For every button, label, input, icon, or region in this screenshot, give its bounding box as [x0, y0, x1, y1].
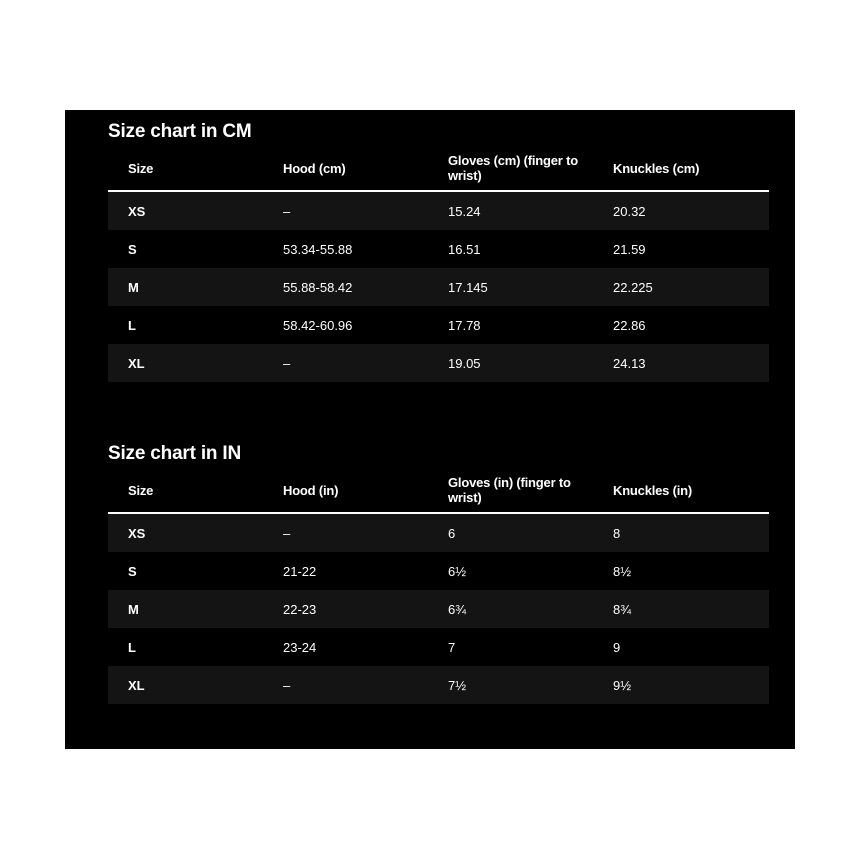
- hood-cell: –: [263, 344, 428, 382]
- column-header-knuckles: Knuckles (in): [593, 468, 769, 513]
- knuckles-cell: 20.32: [593, 191, 769, 230]
- column-header-size: Size: [108, 468, 263, 513]
- knuckles-cell: 8½: [593, 552, 769, 590]
- hood-cell: 22-23: [263, 590, 428, 628]
- size-cell: L: [108, 628, 263, 666]
- hood-cell: 21-22: [263, 552, 428, 590]
- table-row: [108, 230, 769, 268]
- table-row: [108, 628, 769, 666]
- knuckles-cell: 9½: [593, 666, 769, 704]
- size-cell: XL: [108, 666, 263, 704]
- size-cell: XS: [108, 513, 263, 552]
- in-chart-title: Size chart in IN: [108, 443, 242, 464]
- size-chart-panel: [65, 110, 795, 749]
- hood-cell: –: [263, 513, 428, 552]
- gloves-cell: 17.78: [428, 306, 593, 344]
- column-header-hood: Hood (cm): [263, 146, 428, 191]
- hood-cell: –: [263, 666, 428, 704]
- table-header-row: [108, 468, 769, 513]
- cm-size-table: [108, 146, 769, 382]
- size-cell: M: [108, 268, 263, 306]
- table-row: [108, 590, 769, 628]
- gloves-cell: 16.51: [428, 230, 593, 268]
- in-size-table: [108, 468, 769, 704]
- column-header-knuckles: Knuckles (cm): [593, 146, 769, 191]
- table-row: [108, 191, 769, 230]
- hood-cell: 58.42-60.96: [263, 306, 428, 344]
- gloves-cell: 7: [428, 628, 593, 666]
- column-header-gloves: Gloves (cm) (finger to wrist): [428, 146, 593, 191]
- gloves-cell: 6¾: [428, 590, 593, 628]
- knuckles-cell: 8¾: [593, 590, 769, 628]
- column-header-gloves: Gloves (in) (finger to wrist): [428, 468, 593, 513]
- cm-size-chart: [108, 120, 769, 382]
- table-row: [108, 344, 769, 382]
- hood-cell: 55.88-58.42: [263, 268, 428, 306]
- size-cell: S: [108, 230, 263, 268]
- table-row: [108, 306, 769, 344]
- gloves-cell: 6: [428, 513, 593, 552]
- hood-cell: 53.34-55.88: [263, 230, 428, 268]
- size-cell: S: [108, 552, 263, 590]
- size-cell: L: [108, 306, 263, 344]
- table-row: [108, 666, 769, 704]
- table-row: [108, 513, 769, 552]
- knuckles-cell: 8: [593, 513, 769, 552]
- table-row: [108, 552, 769, 590]
- gloves-cell: 15.24: [428, 191, 593, 230]
- cm-chart-title: Size chart in CM: [108, 121, 252, 142]
- size-cell: XL: [108, 344, 263, 382]
- knuckles-cell: 22.225: [593, 268, 769, 306]
- table-header-row: [108, 146, 769, 191]
- gloves-cell: 7½: [428, 666, 593, 704]
- column-header-hood: Hood (in): [263, 468, 428, 513]
- gloves-cell: 6½: [428, 552, 593, 590]
- hood-cell: –: [263, 191, 428, 230]
- hood-cell: 23-24: [263, 628, 428, 666]
- knuckles-cell: 9: [593, 628, 769, 666]
- size-cell: XS: [108, 191, 263, 230]
- knuckles-cell: 22.86: [593, 306, 769, 344]
- gloves-cell: 19.05: [428, 344, 593, 382]
- in-size-chart: [108, 442, 769, 704]
- size-cell: M: [108, 590, 263, 628]
- knuckles-cell: 21.59: [593, 230, 769, 268]
- knuckles-cell: 24.13: [593, 344, 769, 382]
- table-row: [108, 268, 769, 306]
- gloves-cell: 17.145: [428, 268, 593, 306]
- column-header-size: Size: [108, 146, 263, 191]
